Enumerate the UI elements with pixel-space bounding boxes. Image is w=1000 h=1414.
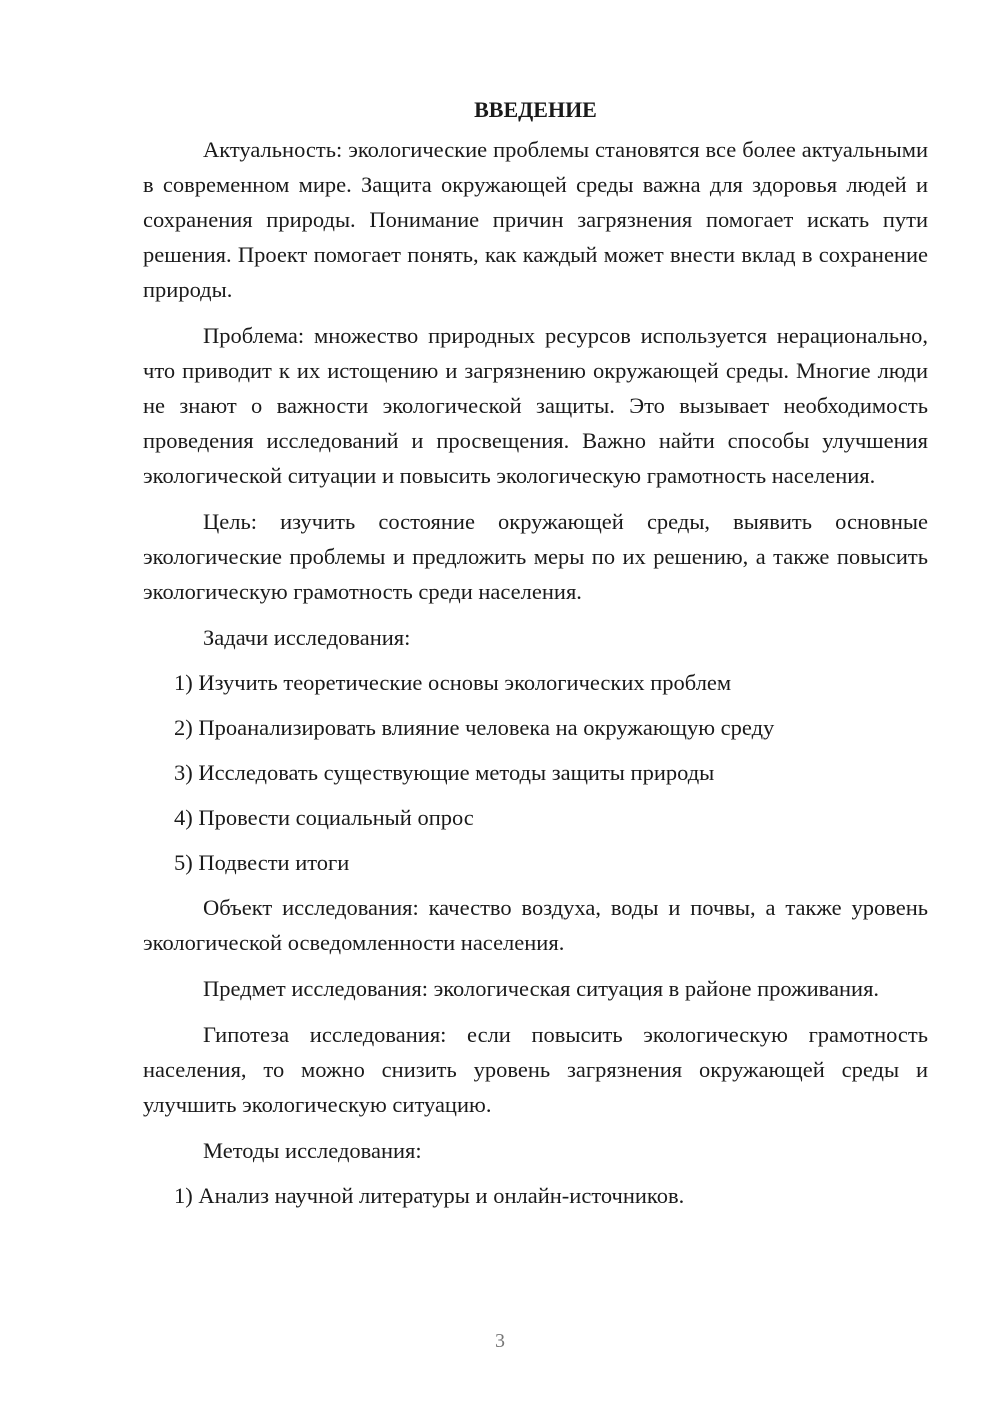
hypothesis-paragraph: Гипотеза исследования: если повысить экологическую грамотность населения, то можно снизить уровень загрязнения окружающей среды и улучшить экологическую ситуацию. bbox=[143, 1022, 928, 1117]
list-item: 5) Подвести итоги bbox=[174, 850, 350, 875]
list-item: 1) Анализ научной литературы и онлайн-источников. bbox=[174, 1183, 685, 1208]
subject-paragraph: Предмет исследования: экологическая ситуация в районе проживания. bbox=[203, 976, 880, 1001]
section-heading: ВВЕДЕНИЕ bbox=[474, 97, 597, 122]
tasks-label: Задачи исследования: bbox=[203, 625, 411, 650]
list-item: 2) Проанализировать влияние человека на окружающую среду bbox=[174, 715, 775, 740]
relevance-paragraph: Актуальность: экологические проблемы становятся все более актуальными в современном мире. Защита окружающей среды важна для здоровья людей и сохранения природы. Понимание причин загрязнения помогает искать пути решения. Проект помогает понять, как каждый может внести вклад в сохранение природы. bbox=[143, 137, 928, 302]
document-page bbox=[143, 92, 928, 1223]
object-paragraph: Объект исследования: качество воздуха, воды и почвы, а также уровень экологической осведомленности населения. bbox=[143, 895, 928, 955]
tasks-list bbox=[143, 665, 928, 880]
list-item: 3) Исследовать существующие методы защиты природы bbox=[174, 760, 715, 785]
list-item: 1) Изучить теоретические основы экологических проблем bbox=[174, 670, 732, 695]
problem-paragraph: Проблема: множество природных ресурсов используется нерационально, что приводит к их истощению и загрязнению окружающей среды. Многие люди не знают о важности экологической защиты. Это вызывает необходимость проведения исследований и просвещения. Важно найти способы улучшения экологической ситуации и повысить экологическую грамотность населения. bbox=[143, 323, 928, 488]
goal-paragraph: Цель: изучить состояние окружающей среды, выявить основные экологические проблемы и предложить меры по их решению, а также повысить экологическую грамотность среди населения. bbox=[143, 509, 928, 604]
list-item: 4) Провести социальный опрос bbox=[174, 805, 474, 830]
page-number: 3 bbox=[495, 1330, 505, 1352]
methods-label: Методы исследования: bbox=[203, 1138, 422, 1163]
methods-list bbox=[143, 1178, 928, 1213]
